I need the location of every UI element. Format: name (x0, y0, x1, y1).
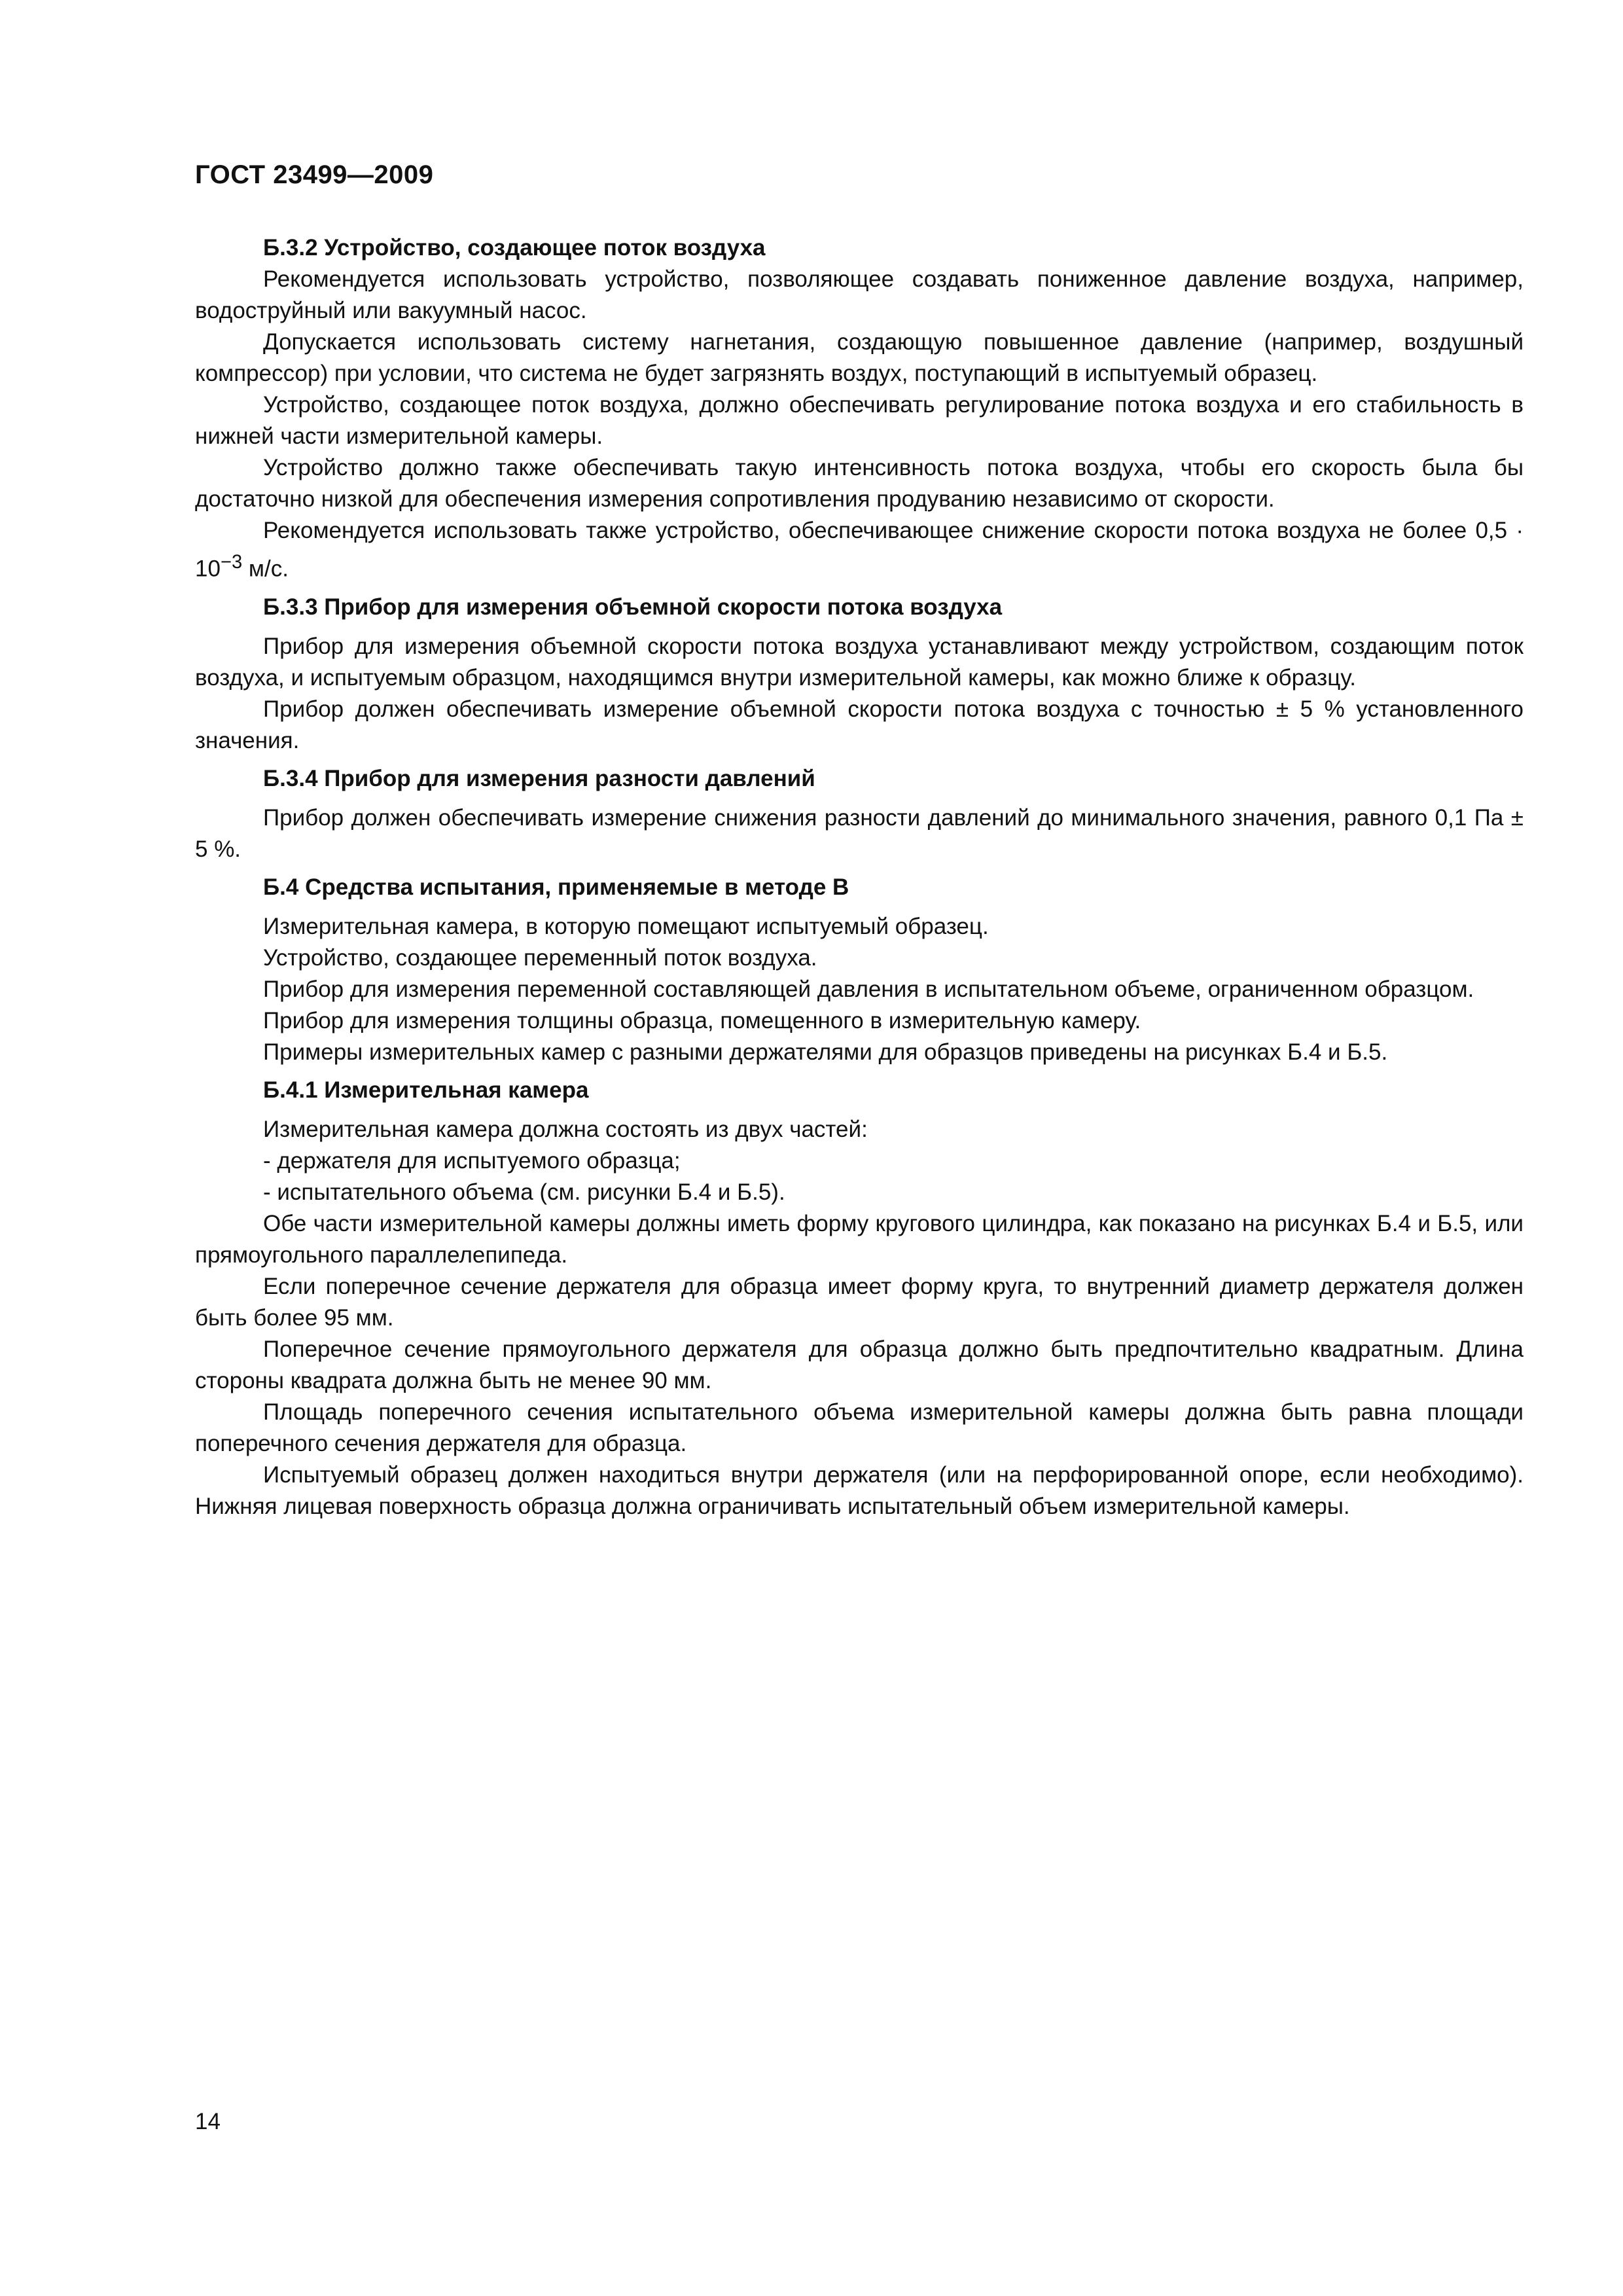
section-heading-b41: Б.4.1 Измерительная камера (263, 1077, 589, 1103)
paragraph: Испытуемый образец должен находиться внутри держателя (или на перфорированной опоре, если необходимо). Нижняя лицевая поверхность образца должна ограничивать испытательный объем измерительной камеры. (195, 1462, 1524, 1519)
document-header-standard-id: ГОСТ 23499—2009 (195, 160, 434, 189)
list-item: - испытательного объема (см. рисунки Б.4 и Б.5). (263, 1179, 785, 1205)
section-heading-b34: Б.3.4 Прибор для измерения разности давлений (263, 765, 815, 791)
paragraph: Прибор должен обеспечивать измерение объемной скорости потока воздуха с точностью ± 5 % установленного значения. (195, 696, 1524, 753)
paragraph: Устройство, создающее поток воздуха, должно обеспечивать регулирование потока воздуха и его стабильность в нижней части измерительной камеры. (195, 392, 1524, 449)
paragraph: Устройство должно также обеспечивать такую интенсивность потока воздуха, чтобы его скорость была бы достаточно низкой для обеспечения измерения сопротивления продуванию независимо от скорости. (195, 455, 1524, 512)
paragraph: Измерительная камера должна состоять из двух частей: (263, 1116, 868, 1142)
paragraph: Прибор для измерения объемной скорости потока воздуха устанавливают между устройством, создающим поток воздуха, и испытуемым образцом, находящимся внутри измерительной камеры, как можно ближе к образцу. (195, 633, 1524, 691)
section-heading-b4: Б.4 Средства испытания, применяемые в методе В (263, 874, 849, 900)
paragraph: Устройство, создающее переменный поток воздуха. (263, 944, 817, 971)
paragraph: Рекомендуется использовать устройство, позволяющее создавать пониженное давление воздуха, например, водоструйный или вакуумный насос. (195, 266, 1524, 323)
paragraph: Поперечное сечение прямоугольного держателя для образца должно быть предпочтительно квадратным. Длина стороны квадрата должна быть не менее 90 мм. (195, 1336, 1524, 1393)
exponent: −3 (220, 552, 243, 573)
list-item: - держателя для испытуемого образца; (263, 1147, 681, 1174)
section-heading-b32: Б.3.2 Устройство, создающее поток воздуха (263, 235, 766, 260)
section-heading-b33: Б.3.3 Прибор для измерения объемной скорости потока воздуха (263, 594, 1003, 620)
paragraph: Прибор для измерения толщины образца, помещенного в измерительную камеру. (263, 1007, 1141, 1033)
paragraph: Обе части измерительной камеры должны иметь форму кругового цилиндра, как показано на рисунках Б.4 и Б.5, или прямоугольного параллелепипеда. (195, 1210, 1524, 1268)
document-body (195, 232, 1524, 1522)
paragraph-with-formula (195, 515, 1524, 585)
paragraph: Если поперечное сечение держателя для образца имеет форму круга, то внутренний диаметр держателя должен быть более 95 мм. (195, 1273, 1524, 1331)
paragraph: Измерительная камера, в которую помещают испытуемый образец. (263, 913, 989, 939)
paragraph: Примеры измерительных камер с разными держателями для образцов приведены на рисунках Б.4 и Б.5. (263, 1039, 1388, 1065)
page-number: 14 (195, 2109, 221, 2134)
paragraph: Допускается использовать систему нагнетания, создающую повышенное давление (например, воздушный компрессор) при условии, что система не будет загрязнять воздух, поступающий в испытуемый образец. (195, 329, 1524, 386)
paragraph: Прибор для измерения переменной составляющей давления в испытательном объеме, ограниченном образцом. (263, 976, 1474, 1002)
unit-text: м/с. (242, 556, 289, 582)
paragraph-text: Рекомендуется использовать также устройство, обеспечивающее снижение скорости потока воздуха не более 0,5 · 10 (195, 518, 1524, 582)
paragraph: Площадь поперечного сечения испытательного объема измерительной камеры должна быть равна площади поперечного сечения держателя для образца. (195, 1399, 1524, 1456)
paragraph: Прибор должен обеспечивать измерение снижения разности давлений до минимального значения, равного 0,1 Па ± 5 %. (195, 804, 1524, 862)
